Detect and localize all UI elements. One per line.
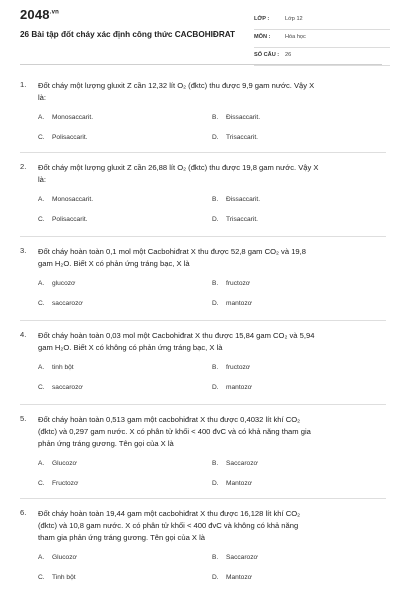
option-text: Mantozơ [226, 574, 252, 581]
option-text: Tinh bột [52, 574, 76, 581]
meta-value: Hóa học [285, 34, 306, 40]
meta-value: Lớp 12 [285, 16, 303, 22]
answer-option-b[interactable] [212, 364, 250, 371]
option-text: Saccarozơ [226, 460, 258, 467]
meta-key: MÔN : [254, 34, 271, 40]
answer-option-c[interactable] [38, 300, 83, 307]
question-line: Đốt cháy một lượng gluxit Z cần 26,88 lít O₂ (đktc) thu được 19,8 gam nước. Vậy X [38, 163, 319, 172]
question-line: là: [38, 175, 47, 184]
question-line: Đốt cháy hoàn toàn 0,513 gam một cacbohiđrat X thu được 0,4032 lít khí CO₂ [38, 415, 301, 424]
option-letter: B. [212, 460, 219, 467]
option-letter: D. [212, 300, 219, 307]
option-letter: B. [212, 280, 219, 287]
option-text: mantozơ [226, 384, 252, 391]
answer-option-c[interactable] [38, 216, 88, 223]
question-line: Đốt cháy một lượng gluxit Z cần 12,32 lít O₂ (đktc) thu được 9,9 gam nước. Vậy X [38, 81, 315, 90]
question-number: 3. [20, 246, 27, 255]
question-number: 6. [20, 508, 27, 517]
option-text: tinh bột [52, 364, 74, 371]
option-letter: C. [38, 384, 45, 391]
option-text: fructozơ [226, 280, 251, 287]
option-letter: C. [38, 134, 45, 141]
question-line: (đktc) và 10,8 gam nước. X có phân tử khối < 400 đvC và không có khả năng [38, 521, 299, 530]
option-text: Glucozơ [52, 554, 77, 561]
option-text: mantozơ [226, 300, 252, 307]
answer-option-d[interactable] [212, 216, 258, 223]
option-text: Saccarozơ [226, 554, 258, 561]
question-divider [20, 320, 386, 321]
option-letter: C. [38, 300, 45, 307]
option-letter: A. [38, 196, 45, 203]
option-letter: A. [38, 460, 45, 467]
option-letter: A. [38, 114, 45, 121]
question-text [38, 162, 382, 186]
answer-option-b[interactable] [212, 114, 260, 121]
option-text: Trisaccarit. [226, 216, 258, 223]
question-line: (đktc) và 0,297 gam nước. X có phân tử khối < 400 đvC và có khả năng tham gia [38, 427, 311, 436]
option-text: fructozơ [226, 364, 251, 371]
question-text [38, 80, 382, 104]
option-letter: D. [212, 480, 219, 487]
brand-tld: .vn [49, 9, 60, 16]
question-text [38, 414, 382, 450]
option-letter: C. [38, 480, 45, 487]
meta-key: SỐ CÂU : [254, 52, 280, 58]
option-letter: A. [38, 364, 45, 371]
option-letter: B. [212, 196, 219, 203]
answer-option-d[interactable] [212, 134, 258, 141]
question-text [38, 508, 382, 544]
option-letter: B. [212, 364, 219, 371]
answer-option-a[interactable] [38, 460, 77, 467]
option-letter: B. [212, 114, 219, 121]
brand-logo[interactable] [20, 7, 59, 22]
question-line: gam H₂O. Biết X có phản ứng tráng bạc, X là [38, 259, 190, 268]
question-divider [20, 404, 386, 405]
option-text: saccarozơ [52, 384, 83, 391]
answer-option-b[interactable] [212, 280, 250, 287]
answer-option-b[interactable] [212, 554, 258, 561]
question-divider [20, 498, 386, 499]
answer-option-d[interactable] [212, 384, 252, 391]
question-number: 4. [20, 330, 27, 339]
answer-option-c[interactable] [38, 574, 76, 581]
option-text: Fructozơ [52, 480, 79, 487]
option-text: Glucozơ [52, 460, 77, 467]
option-text: Mantozơ [226, 480, 252, 487]
answer-option-c[interactable] [38, 384, 83, 391]
answer-option-b[interactable] [212, 460, 258, 467]
option-letter: A. [38, 554, 45, 561]
answer-option-b[interactable] [212, 196, 260, 203]
question-line: phản ứng tráng gương. Tên gọi của X là [38, 439, 174, 448]
meta-row-class [254, 12, 390, 30]
question-text [38, 330, 382, 354]
question-text [38, 246, 382, 270]
answer-option-c[interactable] [38, 134, 88, 141]
question-line: Đốt cháy hoàn toàn 0,1 mol một Cacbohiđrat X thu được 52,8 gam CO₂ và 19,8 [38, 247, 306, 256]
question-number: 1. [20, 80, 27, 89]
meta-key: LỚP : [254, 16, 270, 22]
question-line: gam H₂O. Biết X có không có phản ứng tráng bạc, X là [38, 343, 223, 352]
option-text: Monosaccarit. [52, 114, 94, 121]
answer-option-d[interactable] [212, 480, 252, 487]
option-text: glucozơ [52, 280, 76, 287]
meta-row-count [254, 48, 390, 66]
option-text: Trisaccarit. [226, 134, 258, 141]
option-letter: C. [38, 216, 45, 223]
answer-option-a[interactable] [38, 196, 93, 203]
question-line: là: [38, 93, 47, 102]
answer-option-a[interactable] [38, 364, 74, 371]
option-letter: C. [38, 574, 45, 581]
document-header [20, 0, 382, 65]
question-line: Đốt cháy hoàn toàn 0,03 mol một Cacbohiđrat X thu được 15,84 gam CO₂ và 5,94 [38, 331, 315, 340]
brand-name: 2048 [20, 7, 50, 22]
question-number: 2. [20, 162, 27, 171]
answer-option-c[interactable] [38, 480, 78, 487]
option-letter: D. [212, 574, 219, 581]
option-text: Monosaccarit. [52, 196, 94, 203]
option-text: Polisaccarit. [52, 134, 88, 141]
answer-option-d[interactable] [212, 300, 252, 307]
answer-option-a[interactable] [38, 280, 75, 287]
answer-option-a[interactable] [38, 114, 93, 121]
option-text: Đissaccarit. [226, 114, 261, 121]
option-letter: B. [212, 554, 219, 561]
meta-row-subject [254, 30, 390, 48]
option-letter: D. [212, 384, 219, 391]
question-line: tham gia phản ứng tráng gương. Tên gọi của X là [38, 533, 205, 542]
question-divider [20, 236, 386, 237]
option-text: saccarozơ [52, 300, 83, 307]
answer-option-a[interactable] [38, 554, 77, 561]
option-letter: D. [212, 134, 219, 141]
option-letter: D. [212, 216, 219, 223]
document-meta [254, 12, 390, 66]
question-divider [20, 152, 386, 153]
option-letter: A. [38, 280, 45, 287]
meta-value: 26 [285, 52, 292, 58]
answer-option-d[interactable] [212, 574, 252, 581]
question-line: Đốt cháy hoàn toàn 19,44 gam một cacbohiđrat X thu được 16,128 lít khí CO₂ [38, 509, 301, 518]
question-number: 5. [20, 414, 27, 423]
page-title: 26 Bài tập đốt cháy xác định công thức CACBOHIĐRAT [20, 30, 236, 39]
option-text: Polisaccarit. [52, 216, 88, 223]
option-text: Đissaccarit. [226, 196, 261, 203]
